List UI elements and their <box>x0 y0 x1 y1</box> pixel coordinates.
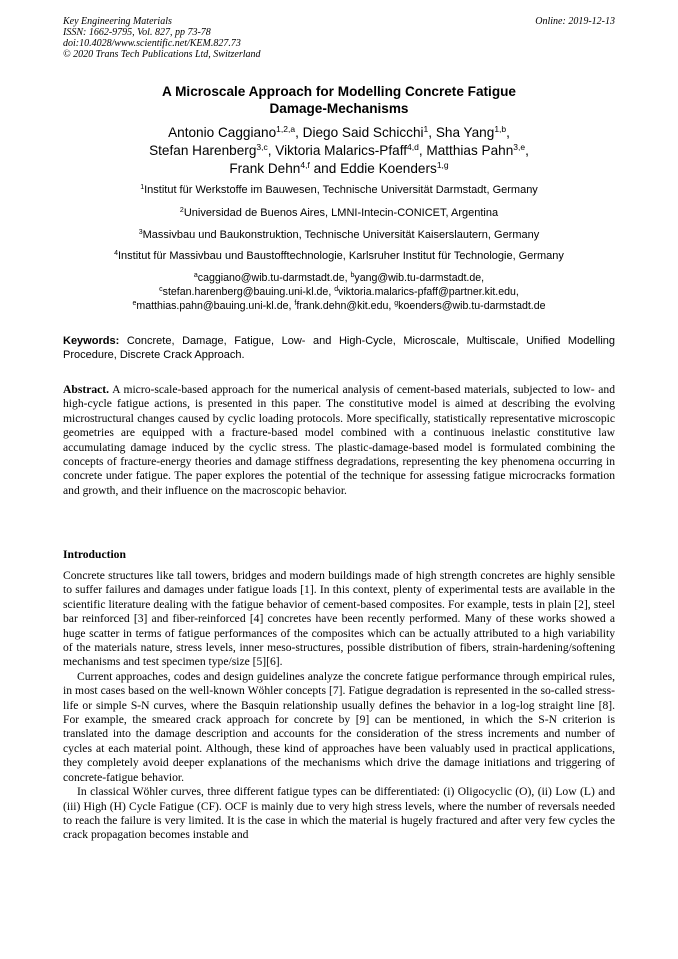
doi-line: doi:10.4028/www.scientific.net/KEM.827.73 <box>63 38 241 49</box>
author-name: Eddie Koenders <box>340 161 437 176</box>
email-sup: a <box>193 272 198 279</box>
author-sup: 1,b <box>494 124 507 134</box>
affiliation-sup: 3 <box>138 229 143 236</box>
copyright-line: © 2020 Trans Tech Publications Ltd, Switzerland <box>63 49 261 60</box>
email-c[interactable]: stefan.harenberg@bauing.uni-kl.de <box>162 286 329 298</box>
email-a[interactable]: caggiano@wib.tu-darmstadt.de <box>197 272 345 284</box>
affiliation-text: Massivbau und Baukonstruktion, Technische Universität Kaiserslautern, Germany <box>142 229 540 241</box>
affiliation-sup: 4 <box>114 250 118 257</box>
keywords-label: Keywords: <box>63 335 120 347</box>
affiliation-1 <box>63 184 615 197</box>
introduction-body <box>63 569 615 843</box>
author-list <box>63 124 615 178</box>
title-line-2: Damage-Mechanisms <box>269 101 409 116</box>
online-date: Online: 2019-12-13 <box>535 16 615 27</box>
author-sup: 4,d <box>407 142 419 152</box>
email-line-3: $^e$matthias.pahn@bauing.uni-kl.de, $^f$frank.dehn@kit.edu, $^g$koenders@wib.tu-darmstadt.de <box>132 300 546 312</box>
author-sup: 3,c <box>256 142 268 152</box>
author-sup: 1,2,a <box>276 124 296 134</box>
affiliation-text: Universidad de Buenos Aires, LMNI-Intecin-CONICET, Argentina <box>183 207 499 219</box>
email-sup: b <box>350 272 355 279</box>
author-name: Stefan Harenberg <box>149 143 257 158</box>
affiliation-sup: 1 <box>140 184 145 191</box>
issn-line: ISSN: 1662-9795, Vol. 827, pp 73-78 <box>63 27 211 38</box>
author-line-3 <box>63 160 615 178</box>
intro-paragraph-1: Concrete structures like tall towers, bridges and modern buildings made of high strength concretes are highly sensible to suffer failures and damages under fatigue loads [1]. In this context, plenty of experimental tests are available in the scientific literature dealing with the fatigue behavior of cement-based composites. For example, tests in plain [2], steel bar reinforced [3] and fiber-reinforced [4] concretes have been recently performed. Many of these works showed a huge scatter in terms of fatigue performances of the composites which can be actually attributed to a high variability of the materials nature, stress levels, inner meso-structures, possible distribution of fibers, strain-hardening/softening mechanisms and test specimen type/size [5][6]. <box>63 569 615 669</box>
email-f[interactable]: frank.dehn@kit.edu <box>296 300 389 312</box>
author-sep: , <box>428 125 436 140</box>
author-sep: , <box>295 125 303 140</box>
paper-title <box>63 83 615 117</box>
author-name: Viktoria Malarics-Pfaff <box>275 143 407 158</box>
author-name: Frank Dehn <box>229 161 301 176</box>
email-line-1: $^a$caggiano@wib.tu-darmstadt.de, $^b$yang@wib.tu-darmstadt.de, <box>193 272 485 284</box>
author-sup: 3,e <box>513 142 526 152</box>
affiliation-text: Institut für Werkstoffe im Bauwesen, Technische Universität Darmstadt, Germany <box>144 184 538 196</box>
email-sup: f <box>294 300 297 307</box>
email-d[interactable]: viktoria.malarics-pfaff@partner.kit.edu <box>338 286 516 298</box>
affiliation-3 <box>63 229 615 242</box>
author-line-2 <box>63 142 615 160</box>
author-sep: , <box>418 143 427 158</box>
author-name: Sha Yang <box>435 125 495 140</box>
email-e[interactable]: matthias.pahn@bauing.uni-kl.de <box>136 300 289 312</box>
author-line-1 <box>63 124 615 142</box>
author-name: Matthias Pahn <box>426 143 514 158</box>
affiliation-text: Institut für Massivbau und Baustofftechnologie, Karlsruher Institut für Technologie, Germany <box>117 250 564 262</box>
author-sep: , <box>506 125 510 140</box>
abstract-text: A micro-scale-based approach for the numerical analysis of cement-based materials, subjected to low- and high-cycle fatigue actions, is presented in this paper. The constitutive model is aimed at describing the evolving microstructural changes caused by cyclic loading protocols. More specifically, statistically representative microscopic geometries are equipped with a fracture-based model combined with a continuous inelastic constitutive law accumulating damage induced by the cyclic stress. The plastic-damage-based model is formulated combining the concepts of fracture-energy theories and damage stiffness degradations, representing the key phenomena occurring in concrete under fatigue. The paper explores the potential of the technique for assessing fatigue microcracks formation and growth, and their influence on the macroscopic behavior. <box>63 383 615 497</box>
email-list <box>63 271 615 313</box>
keywords-text: Concrete, Damage, Fatigue, Low- and High-Cycle, Microscale, Multiscale, Unified Modelling Procedure, Discrete Crack Approach. <box>63 335 615 361</box>
author-sep: , <box>525 143 529 158</box>
author-sup: 1,g <box>436 160 449 170</box>
email-sup: e <box>132 300 137 307</box>
affiliation-4 <box>63 250 615 263</box>
author-sep: , <box>267 143 276 158</box>
email-g[interactable]: koenders@wib.tu-darmstadt.de <box>398 300 546 312</box>
intro-paragraph-3: In classical Wöhler curves, three different fatigue types can be differentiated: (i) Oligocyclic (O), (ii) Low (L) and (iii) High (H) Cycle Fatigue (CF). OCF is mainly due to very high stress levels, where the number of reversals needed to reach the failure is very limited. It is the case in which the material is hugely fractured and after very few cycles the crack propagation becomes instable and <box>63 785 615 842</box>
affiliation-sup: 2 <box>179 207 184 214</box>
keywords-block <box>63 334 615 362</box>
abstract-block <box>63 383 615 498</box>
journal-name: Key Engineering Materials <box>63 16 172 27</box>
author-name: Diego Said Schicchi <box>302 125 424 140</box>
title-line-1: A Microscale Approach for Modelling Concrete Fatigue <box>162 84 516 99</box>
email-sup: d <box>334 286 339 293</box>
affiliation-2 <box>63 207 615 220</box>
journal-header <box>63 16 615 60</box>
section-heading-introduction: Introduction <box>63 548 126 561</box>
author-sep: and <box>309 161 341 176</box>
abstract-label: Abstract. <box>63 383 110 396</box>
email-sup: c <box>159 286 163 293</box>
author-name: Antonio Caggiano <box>168 125 277 140</box>
author-sup: 4,f <box>300 160 310 170</box>
email-sup: g <box>394 300 399 307</box>
email-b[interactable]: yang@wib.tu-darmstadt.de <box>354 272 482 284</box>
author-sup: 1 <box>423 124 429 134</box>
email-line-2: $^c$stefan.harenberg@bauing.uni-kl.de, $^d$viktoria.malarics-pfaff@partner.kit.edu, <box>159 286 519 298</box>
intro-paragraph-2: Current approaches, codes and design guidelines analyze the concrete fatigue performance through empirical rules, in most cases based on the well-known Wöhler concepts [7]. Fatigue degradation is represented in the so-called stress-life or simple S-N curves, where the Basquin relationship usually defines the behavior in a log-log straight line [8]. For example, the smeared crack approach for concrete by [9] can be mentioned, in which the S-N criterion is translated into the damage description and accounts for the consideration of the stress increments and number of cycles at each material point. Although, these kind of approaches have been valuably used in practical applications, they completely avoid deeper explanations of the mechanisms which drive the damage initiations and triggering of concrete-fatigue behavior. <box>63 669 615 784</box>
